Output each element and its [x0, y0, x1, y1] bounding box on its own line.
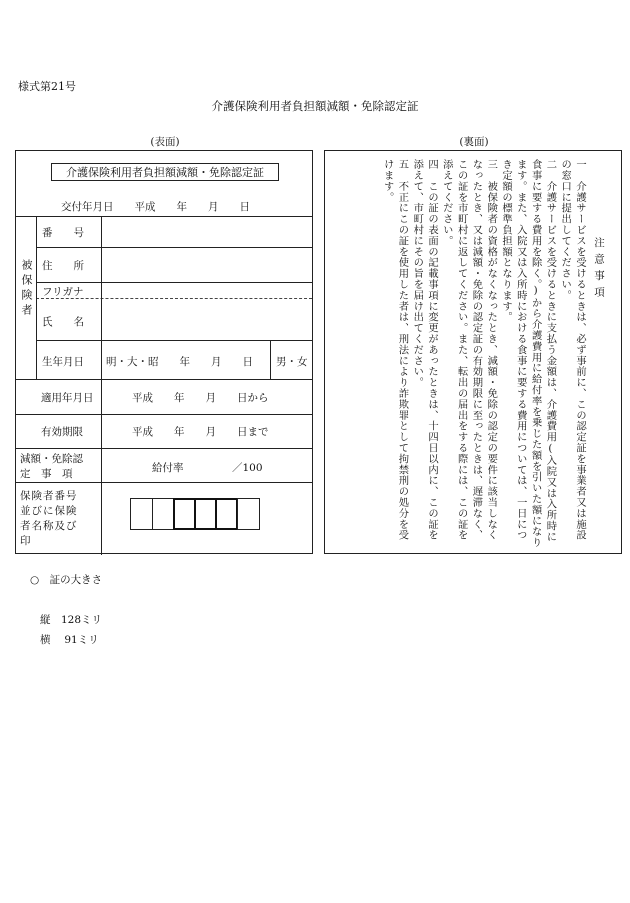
back-side-label: (裏面) [459, 136, 489, 148]
reduction-label-1: 減額・免除認 [20, 453, 83, 465]
insurer-digit-box [215, 498, 238, 530]
name-label: 氏 名 [42, 316, 84, 328]
divider [16, 379, 312, 380]
applicable-date-value: 平成 年 月 日から [132, 392, 269, 404]
insurer-digit-box [237, 498, 260, 530]
divider [16, 448, 312, 449]
insurer-digit-box [194, 498, 217, 530]
front-side-label: (表面) [150, 136, 180, 148]
benefit-rate-denominator: ／100 [232, 462, 263, 474]
divider [16, 216, 312, 217]
insurer-label-2: 並びに保険 [20, 505, 78, 517]
insurer-label-1: 保険者番号 [20, 490, 78, 502]
notes-body [380, 159, 587, 551]
card-size-heading: ○ 証の大きさ [30, 574, 103, 586]
issue-date: 交付年月日 平成 年 月 日 [61, 201, 250, 213]
notes-heading: 注意事項 [593, 237, 605, 303]
validity-value: 平成 年 月 日まで [132, 426, 269, 438]
certificate-back [324, 150, 622, 554]
note-item: 二 介護サービスを受けるときに支払う金額は、介護費用(入院又は入所時に食事に要する費用を除く。)から介護費用に給付率を乗じた額を引いた額になります。また、入院又は入所時における食事に要する費用については、一日につき定額の標準負担額となります。 [500, 159, 557, 548]
insurer-number-boxes [131, 498, 260, 530]
note-item: 一 介護サービスを受けるときは、必ず事前に、この認定証を事業者又は施設の窓口に提出してください。 [559, 159, 586, 541]
divider [36, 216, 37, 379]
number-label: 番 号 [42, 227, 84, 239]
divider [36, 282, 312, 283]
sex-value: 男・女 [276, 356, 308, 368]
insurer-digit-box [173, 498, 196, 530]
document-title: 介護保険利用者負担額減額・免除認定証 [211, 99, 419, 113]
divider [16, 482, 312, 483]
insurer-label-3: 者名称及び [20, 520, 78, 532]
form-number: 様式第21号 [18, 80, 76, 93]
divider [101, 216, 102, 555]
certificate-front [15, 150, 313, 554]
birthdate-value: 明・大・昭 年 月 日 [106, 356, 253, 368]
address-label: 住 所 [42, 260, 84, 272]
card-title: 介護保険利用者負担額減額・免除認定証 [51, 163, 279, 181]
validity-label: 有効期限 [41, 426, 83, 438]
insured-person-label: 被保険者 [20, 259, 33, 319]
insurer-digit-box [130, 498, 153, 530]
birthdate-label: 生年月日 [42, 356, 84, 368]
applicable-date-label: 適用年月日 [41, 392, 94, 404]
insurer-digit-box [152, 498, 175, 530]
note-item: 三 被保険者の資格がなくなったとき、減額・免除の認定の要件に該当しなくなったとき、又は減額・免除の認定証の有効期限に至ったときは、遅滞なく、この証を市町村に返してください。また、転出の届出をする際には、この証を添えてください。 [440, 159, 498, 541]
reduction-label-2: 定 事 項 [20, 468, 73, 480]
furigana-label: フリガナ [42, 286, 84, 298]
card-width: 横 91ミリ [40, 634, 99, 646]
divider [16, 414, 312, 415]
divider [36, 247, 312, 248]
divider [270, 340, 271, 379]
insurer-label-4: 印 [20, 535, 31, 547]
note-item: 四 この証の表面の記載事項に変更があったときは、十四日以内に、この証を添えて、市町村にその旨を届け出てください。 [411, 159, 439, 541]
note-item: 五 不正にこの証を使用した者は、刑法により詐欺罪として拘禁刑の処分を受けます。 [381, 159, 409, 541]
card-length: 縦 128ミリ [40, 614, 103, 626]
benefit-rate-label: 給付率 [152, 462, 184, 474]
